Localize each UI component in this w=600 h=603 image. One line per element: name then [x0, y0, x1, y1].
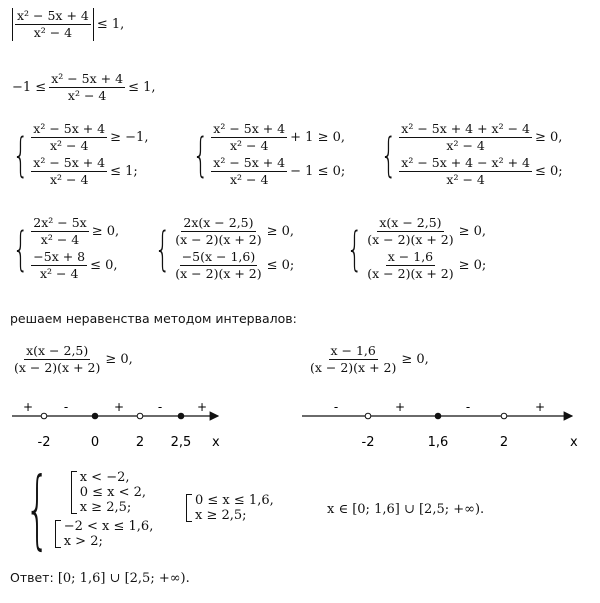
condition: −2 < x ≤ 1,6, — [63, 518, 154, 534]
axis-variable: x — [570, 435, 578, 450]
system-5 — [148, 216, 294, 281]
numerator: −5x + 8 — [33, 249, 86, 264]
system-4 — [6, 216, 119, 281]
bracket — [55, 520, 61, 548]
numerator: x(x − 2,5) — [26, 343, 89, 358]
fraction — [49, 72, 125, 103]
condition: x ≥ 2,5; — [195, 508, 247, 523]
denominator: (x − 2)(x + 2) — [367, 232, 454, 247]
interval-sign: + — [534, 400, 546, 414]
condition: 0 ≤ x ≤ 1,6, — [195, 493, 274, 508]
numerator: x² − 5x + 4 — [17, 8, 89, 23]
bracket — [71, 471, 77, 514]
numerator: x² − 5x + 4 − x² + 4 — [401, 155, 530, 170]
combined-system — [10, 459, 154, 559]
denominator: x² − 4 — [40, 232, 80, 247]
numerator: x² − 5x + 4 — [213, 155, 286, 170]
denominator: (x − 2)(x + 2) — [175, 232, 262, 247]
brace: { — [346, 221, 363, 276]
brace: { — [12, 221, 29, 276]
rhs: ≥ −1, — [110, 130, 149, 145]
rhs: + 1 ≥ 0, — [290, 130, 345, 145]
rhs: ≤ 0, — [90, 258, 118, 273]
denominator: x² − 4 — [49, 138, 89, 153]
brace: { — [25, 459, 50, 559]
result-set: x ∈ [0; 1,6] ∪ [2,5; +∞). — [327, 502, 485, 517]
lhs: −1 ≤ — [12, 80, 47, 95]
interval-sign: - — [333, 400, 339, 414]
system-6 — [340, 216, 486, 281]
denominator: (x − 2)(x + 2) — [175, 266, 262, 281]
numerator: x² − 5x + 4 + x² − 4 — [401, 121, 530, 136]
bracket — [186, 494, 192, 522]
line-double-inequality — [12, 72, 156, 103]
answer-line — [10, 572, 190, 585]
rhs: ≤ 1; — [110, 164, 138, 179]
interval-sign: + — [394, 400, 406, 414]
interval-sign: - — [63, 400, 69, 414]
rhs: ≥ 0; — [458, 258, 487, 273]
interval-sign: - — [157, 400, 163, 414]
axis-tick-label: 2 — [499, 435, 509, 450]
denominator: x² − 4 — [67, 88, 107, 103]
method-text: решаем неравенства методом интервалов: — [10, 311, 297, 326]
answer-label: Ответ: — [10, 570, 54, 585]
rhs: ≥ 0, — [266, 224, 295, 239]
interval-sign: - — [465, 400, 471, 414]
interval-sign: + — [22, 400, 34, 414]
open-point — [501, 413, 507, 419]
absolute-value — [12, 8, 94, 41]
brace: { — [380, 127, 397, 182]
fraction — [15, 9, 91, 40]
rhs: ≥ 0, — [535, 130, 563, 145]
rhs: ≥ 0, — [401, 352, 429, 367]
rhs: ≥ 0, — [91, 224, 120, 239]
rhs: ≥ 0, — [105, 352, 133, 367]
open-point — [365, 413, 371, 419]
rhs: ≤ 1, — [128, 80, 156, 95]
numerator: 2x(x − 2,5) — [183, 215, 254, 230]
denominator: x² − 4 — [229, 172, 269, 187]
closed-point — [435, 413, 441, 419]
axis-tick-label: -2 — [37, 435, 51, 450]
denominator: x² − 4 — [49, 172, 89, 187]
numerator: x² − 5x + 4 — [33, 121, 106, 136]
denominator: x² − 4 — [229, 138, 269, 153]
closed-point — [92, 413, 98, 419]
numerator: −5(x − 1,6) — [181, 249, 256, 264]
axis-tick-label: 2,5 — [170, 435, 192, 450]
denominator: x² − 4 — [33, 25, 73, 40]
denominator: x² − 4 — [39, 266, 79, 281]
numerator: x − 1,6 — [330, 343, 376, 358]
axis-variable: x — [212, 435, 220, 450]
numerator: 2x² − 5x — [33, 215, 87, 230]
number-lines — [0, 390, 600, 460]
denominator: (x − 2)(x + 2) — [367, 266, 454, 281]
denominator: (x − 2)(x + 2) — [310, 360, 397, 375]
rhs: ≤ 0; — [266, 258, 295, 273]
axis-tick-label: 2 — [135, 435, 145, 450]
numerator: x² − 5x + 4 — [33, 155, 106, 170]
condition: x > 2; — [63, 533, 103, 549]
answer-value: [0; 1,6] ∪ [2,5; +∞). — [57, 571, 190, 586]
brace: { — [154, 221, 171, 276]
axis-tick-label: 1,6 — [427, 435, 449, 450]
denominator: (x − 2)(x + 2) — [14, 360, 101, 375]
line-abs-inequality — [12, 8, 124, 41]
system-3 — [374, 122, 563, 187]
axis-right-marks — [334, 400, 578, 450]
axis-tick-label: 0 — [90, 435, 100, 450]
open-point — [41, 413, 47, 419]
numerator: x² − 5x + 4 — [213, 121, 286, 136]
numerator: x − 1,6 — [387, 249, 434, 264]
rhs: ≤ 1, — [96, 17, 125, 32]
open-point — [137, 413, 143, 419]
axis-tick-label: -2 — [361, 435, 375, 450]
interval-inequality-left — [12, 344, 133, 375]
brace: { — [192, 127, 209, 182]
rhs: − 1 ≤ 0; — [290, 164, 346, 179]
interval-sign: + — [113, 400, 125, 414]
closed-point — [178, 413, 184, 419]
condition: 0 ≤ x < 2, — [79, 484, 147, 500]
rhs: ≤ 0; — [535, 164, 563, 179]
system-1 — [6, 122, 148, 187]
numerator: x² − 5x + 4 — [51, 71, 124, 86]
interval-inequality-right — [308, 344, 429, 375]
axis-left-marks — [23, 400, 220, 450]
denominator: x² − 4 — [446, 138, 485, 153]
interval-sign: + — [196, 400, 208, 414]
denominator: x² − 4 — [446, 172, 485, 187]
brace: { — [12, 127, 29, 182]
numerator: x(x − 2,5) — [379, 215, 442, 230]
system-2 — [186, 122, 345, 187]
condition: x < −2, — [79, 469, 130, 485]
rhs: ≥ 0, — [458, 224, 487, 239]
middle-system — [186, 494, 274, 525]
condition: x ≥ 2,5; — [79, 499, 132, 515]
